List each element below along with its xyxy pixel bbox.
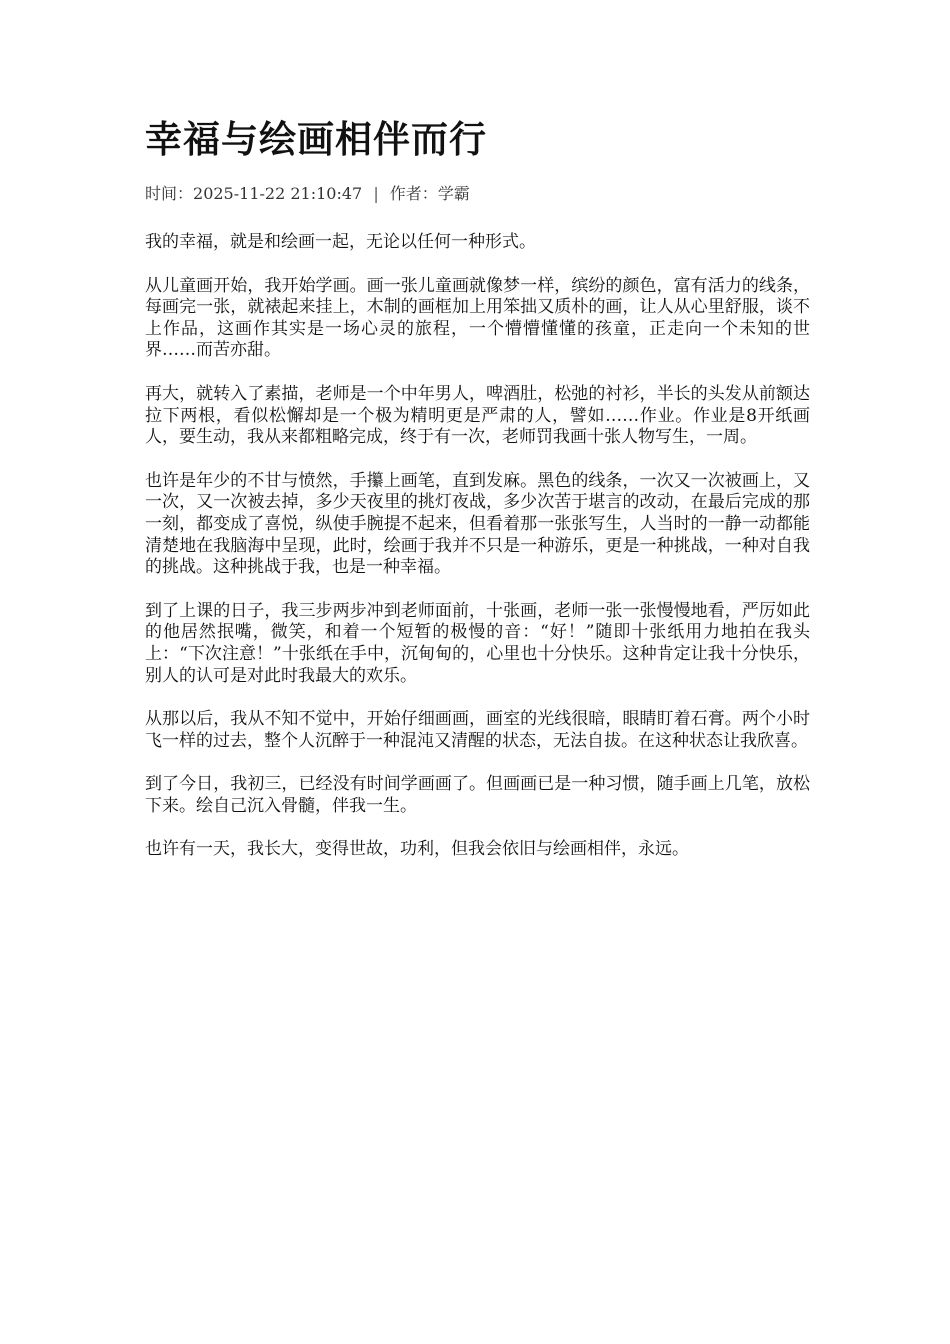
paragraph: 从那以后，我从不知不觉中，开始仔细画画，画室的光线很暗，眼睛盯着石膏。两个小时飞一样的过去，整个人沉醉于一种混沌又清醒的状态，无法自拔。在这种状态让我欣喜。	[145, 709, 810, 751]
article-title: 幸福与绘画相伴而行	[145, 118, 487, 161]
paragraph: 到了上课的日子，我三步两步冲到老师面前，十张画，老师一张一张慢慢地看，严厉如此的他居然抿嘴，微笑，和着一个短暂的极慢的音：“好！”随即十张纸用力地拍在我头上：“下次注意！”十张纸在手中，沉甸甸的，心里也十分快乐。这种肯定让我十分快乐，别人的认可是对此时我最大的欢乐。	[145, 600, 810, 686]
article-meta	[145, 182, 810, 206]
paragraph: 从儿童画开始，我开始学画。画一张儿童画就像梦一样，缤纷的颜色，富有活力的线条，每画完一张，就裱起来挂上，木制的画框加上用笨拙又质朴的画，让人从心里舒服，谈不上作品，这画作其实是一场心灵的旅程，一个懵懵懂懂的孩童，正走向一个未知的世界……而苦亦甜。	[145, 275, 810, 361]
author-label: 作者：	[389, 184, 438, 203]
paragraph: 到了今日，我初三，已经没有时间学画画了。但画画已是一种习惯，随手画上几笔，放松下来。绘自己沉入骨髓，伴我一生。	[145, 774, 810, 816]
article	[145, 112, 810, 883]
paragraph: 也许有一天，我长大，变得世故，功利，但我会依旧与绘画相伴，永远。	[145, 839, 689, 860]
time-value: 2025-11-22 21:10:47	[193, 184, 363, 203]
time-label: 时间：	[145, 184, 194, 203]
meta-separator: |	[373, 184, 379, 203]
paragraph: 再大，就转入了素描，老师是一个中年男人，啤酒肚，松弛的衬衫，半长的头发从前额达拉下两根，看似松懈却是一个极为精明更是严肃的人，譬如……作业。作业是8开纸画人，要生动，我从来都粗略完成，终于有一次，老师罚我画十张人物写生，一周。	[145, 383, 810, 448]
paragraph: 也许是年少的不甘与愤然，手攥上画笔，直到发麻。黑色的线条，一次又一次被画上，又一次，又一次被去掉，多少天夜里的挑灯夜战，多少次苦于堪言的改动，在最后完成的那一刻，都变成了喜悦，纵使手腕提不起来，但看着那一张张写生，人当时的一静一动都能清楚地在我脑海中呈现，此时，绘画于我并不只是一种游乐，更是一种挑战，一种对自我的挑战。这种挑战于我，也是一种幸福。	[145, 470, 810, 578]
article-body	[145, 232, 810, 861]
paragraph: 我的幸福，就是和绘画一起，无论以任何一种形式。	[145, 232, 536, 252]
author-value: 学霸	[437, 184, 470, 203]
